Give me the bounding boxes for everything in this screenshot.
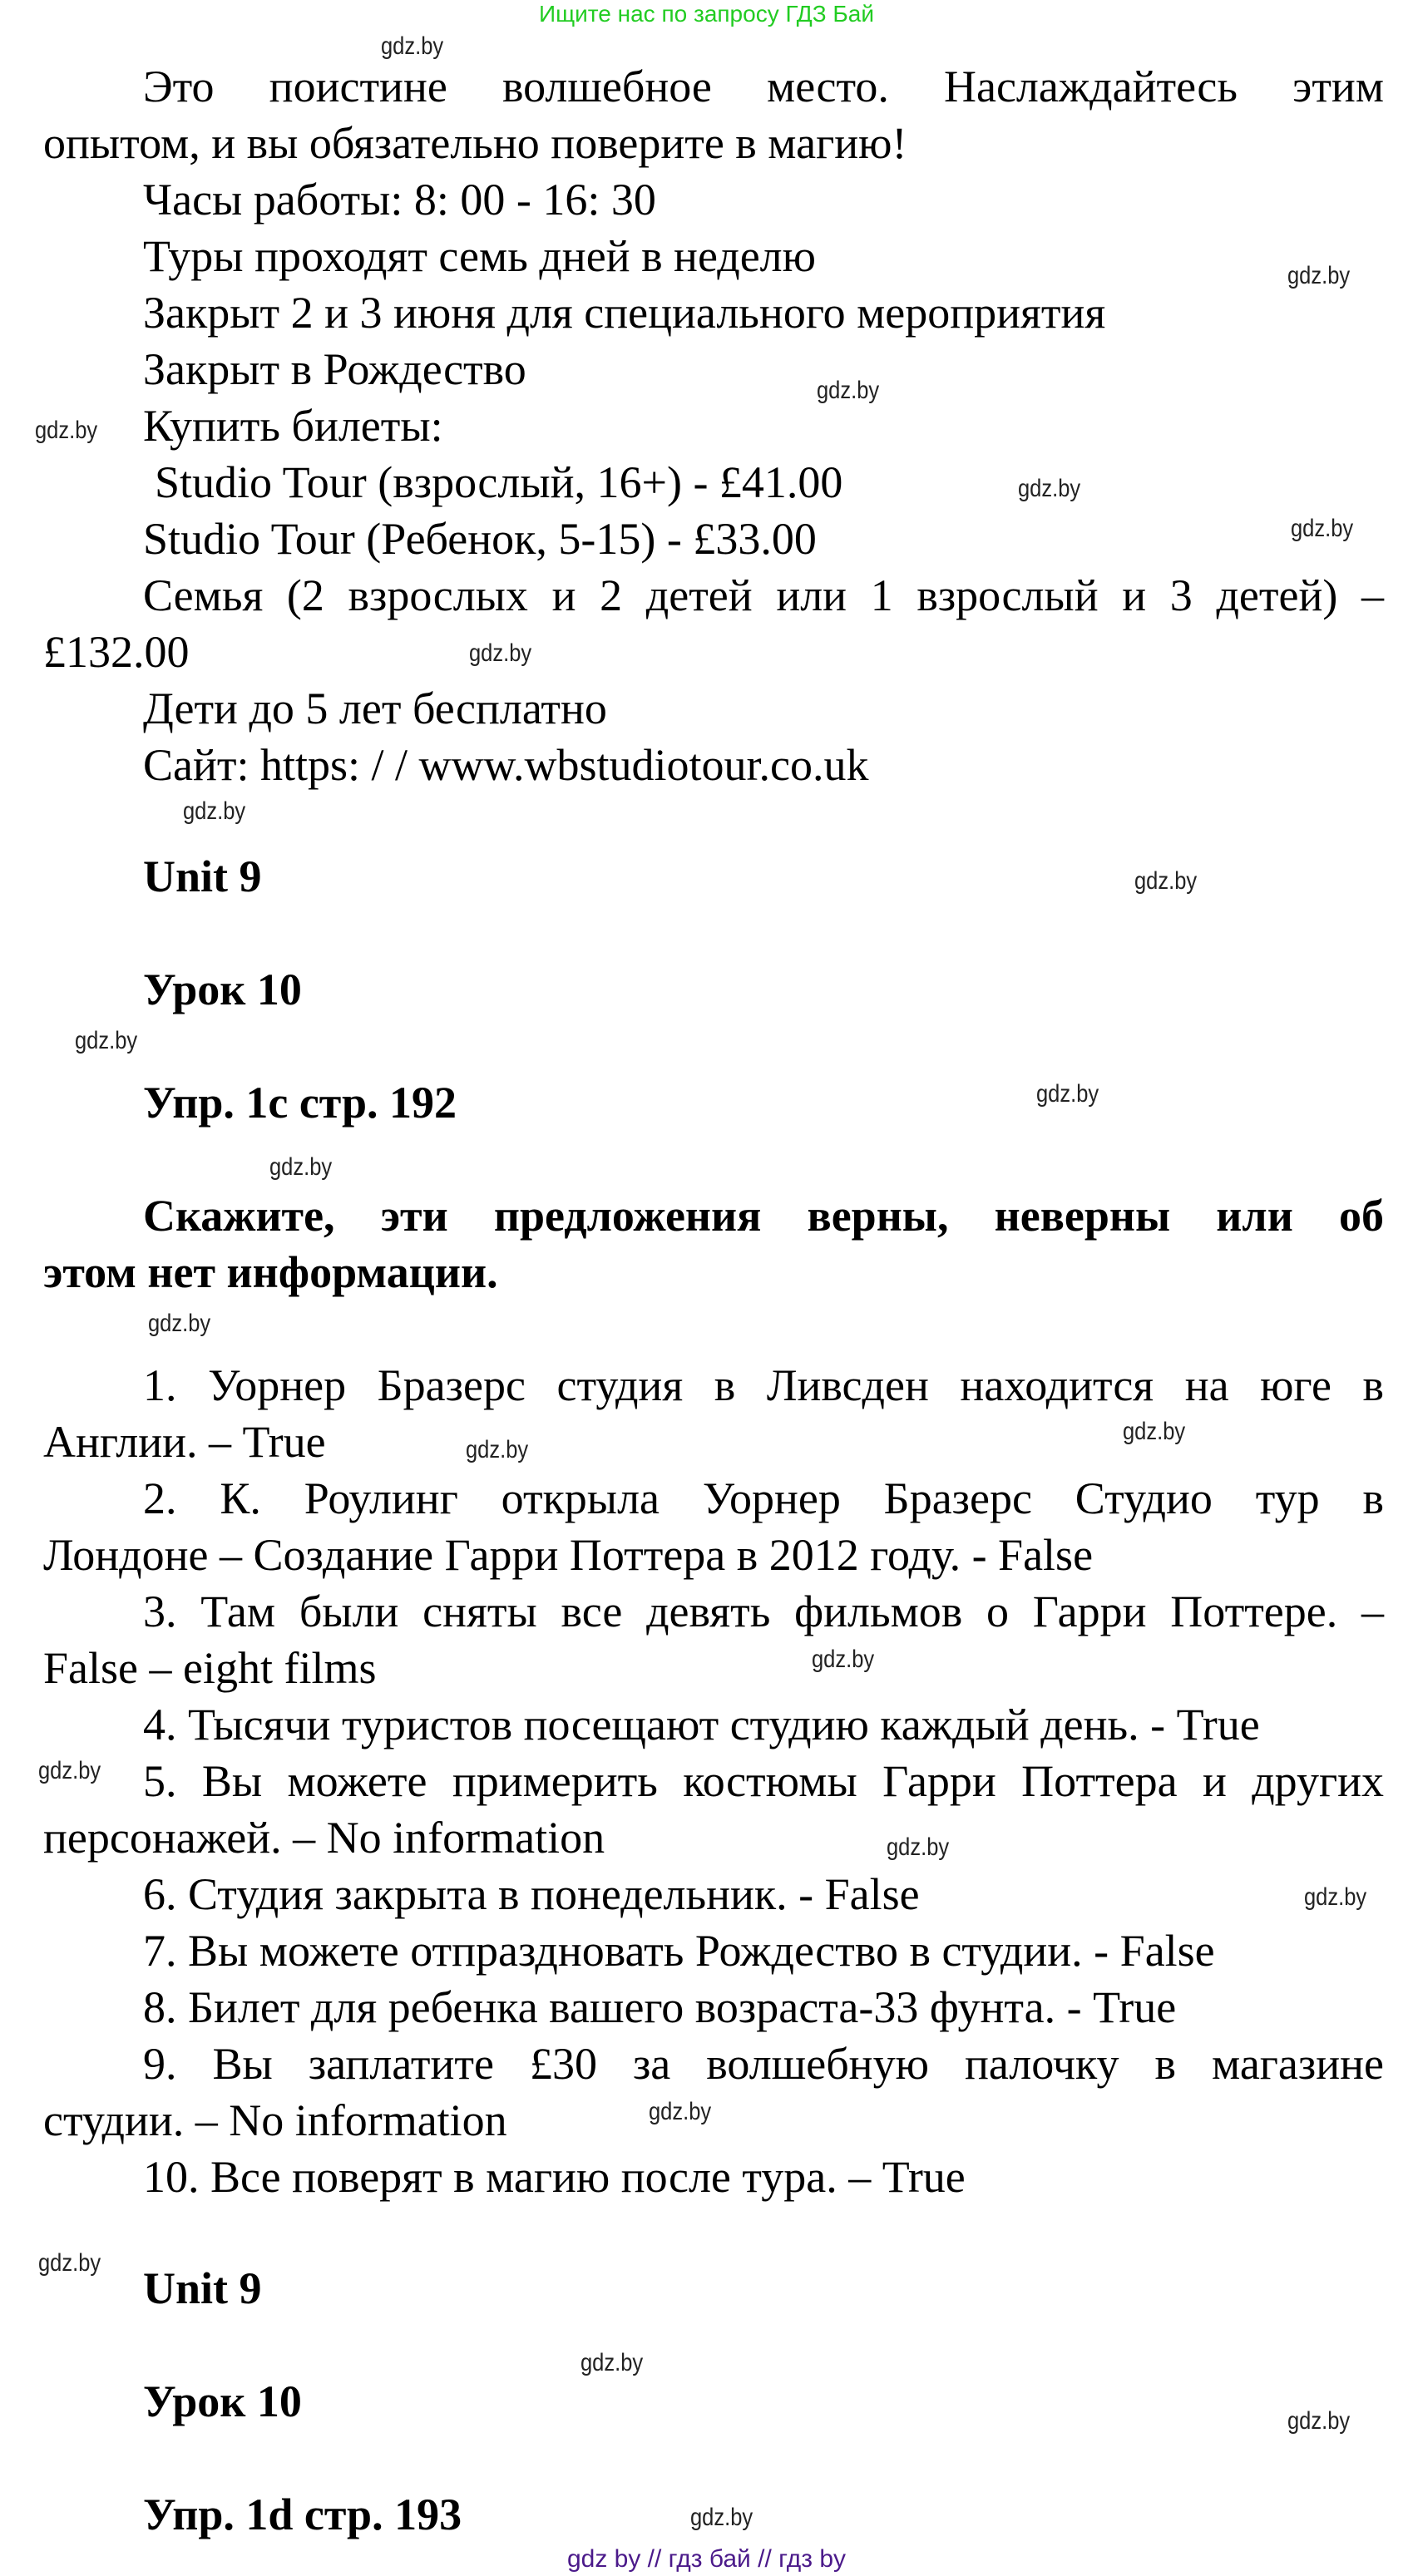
answer-line: студии. – No information	[43, 2095, 507, 2145]
watermark: gdz.by	[1304, 1883, 1367, 1911]
footer-links[interactable]: gdz by // гдз бай // гдз by	[566, 2545, 847, 2573]
watermark: gdz.by	[381, 32, 444, 60]
watermark: gdz.by	[183, 797, 246, 825]
text-line: Это поистине волшебное место. Наслаждайтесь этим	[143, 62, 1384, 111]
text-line: Дети до 5 лет бесплатно	[143, 683, 607, 733]
exercise-heading: Упр. 1d стр. 193	[143, 2490, 462, 2539]
answer-line: False – eight films	[43, 1643, 377, 1693]
watermark: gdz.by	[38, 1757, 101, 1784]
watermark: gdz.by	[817, 377, 880, 404]
watermark: gdz.by	[1123, 1418, 1186, 1445]
watermark: gdz.by	[1018, 475, 1081, 502]
watermark: gdz.by	[148, 1310, 211, 1337]
watermark: gdz.by	[269, 1153, 333, 1181]
price-line: Studio Tour (Ребенок, 5-15) - £33.00	[143, 514, 817, 564]
answer-line: 1. Уорнер Бразерс студия в Ливсден находится на юге в	[143, 1360, 1384, 1410]
answer-line: Англии. – True	[43, 1417, 326, 1467]
watermark: gdz.by	[75, 1027, 138, 1054]
answer-line: 3. Там были сняты все девять фильмов о Гарри Поттере. –	[143, 1587, 1384, 1636]
answer-line: 10. Все поверят в магию после тура. – True	[143, 2152, 966, 2202]
answer-line: 4. Тысячи туристов посещают студию каждый день. - True	[143, 1700, 1260, 1749]
task-instruction: Скажите, эти предложения верны, неверны или об	[143, 1191, 1384, 1241]
watermark: gdz.by	[887, 1833, 950, 1861]
answer-line: 8. Билет для ребенка вашего возраста-33 фунта. - True	[143, 1982, 1177, 2032]
lesson-heading: Урок 10	[143, 2376, 302, 2426]
watermark: gdz.by	[581, 2349, 644, 2376]
watermark: gdz.by	[38, 2249, 101, 2277]
answer-line: персонажей. – No information	[43, 1813, 605, 1863]
exercise-heading: Упр. 1с стр. 192	[143, 1078, 457, 1128]
text-line: Закрыт 2 и 3 июня для специального мероприятия	[143, 288, 1106, 338]
watermark: gdz.by	[649, 2098, 712, 2125]
watermark: gdz.by	[1287, 2407, 1351, 2435]
watermark: gdz.by	[690, 2504, 753, 2531]
answer-line: 5. Вы можете примерить костюмы Гарри Поттера и других	[143, 1756, 1384, 1806]
text-line: опытом, и вы обязательно поверите в магию!	[43, 118, 907, 168]
answer-line: Лондоне – Создание Гарри Поттера в 2012 году. - False	[43, 1530, 1094, 1580]
hours-line: Часы работы: 8: 00 - 16: 30	[143, 175, 656, 225]
watermark: gdz.by	[466, 1436, 529, 1463]
unit-heading: Unit 9	[143, 851, 262, 901]
answer-line: 6. Студия закрыта в понедельник. - False	[143, 1869, 920, 1919]
watermark: gdz.by	[1291, 515, 1354, 542]
watermark: gdz.by	[469, 639, 532, 667]
site-header-banner[interactable]: Ищите нас по запросу ГДЗ Бай	[538, 1, 875, 27]
lesson-heading: Урок 10	[143, 965, 302, 1014]
text-line: Купить билеты:	[143, 401, 443, 451]
watermark: gdz.by	[1036, 1080, 1099, 1108]
answer-line: 7. Вы можете отпраздновать Рождество в студии. - False	[143, 1926, 1215, 1976]
price-line: £132.00	[43, 627, 190, 677]
text-line: Туры проходят семь дней в неделю	[143, 231, 816, 281]
answer-line: 2. К. Роулинг открыла Уорнер Бразерс Студио тур в	[143, 1473, 1384, 1523]
text-line: Закрыт в Рождество	[143, 344, 526, 394]
watermark: gdz.by	[812, 1646, 875, 1673]
watermark: gdz.by	[1134, 867, 1198, 895]
watermark: gdz.by	[35, 417, 98, 444]
watermark: gdz.by	[1287, 262, 1351, 289]
unit-heading: Unit 9	[143, 2263, 262, 2313]
website-line: Сайт: https: / / www.wbstudiotour.co.uk	[143, 740, 869, 790]
price-line: Studio Tour (взрослый, 16+) - £41.00	[155, 457, 843, 507]
task-instruction: этом нет информации.	[43, 1247, 498, 1297]
answer-line: 9. Вы заплатите £30 за волшебную палочку в магазине	[143, 2039, 1384, 2089]
price-line: Семья (2 взрослых и 2 детей или 1 взрослый и 3 детей) –	[143, 570, 1384, 620]
